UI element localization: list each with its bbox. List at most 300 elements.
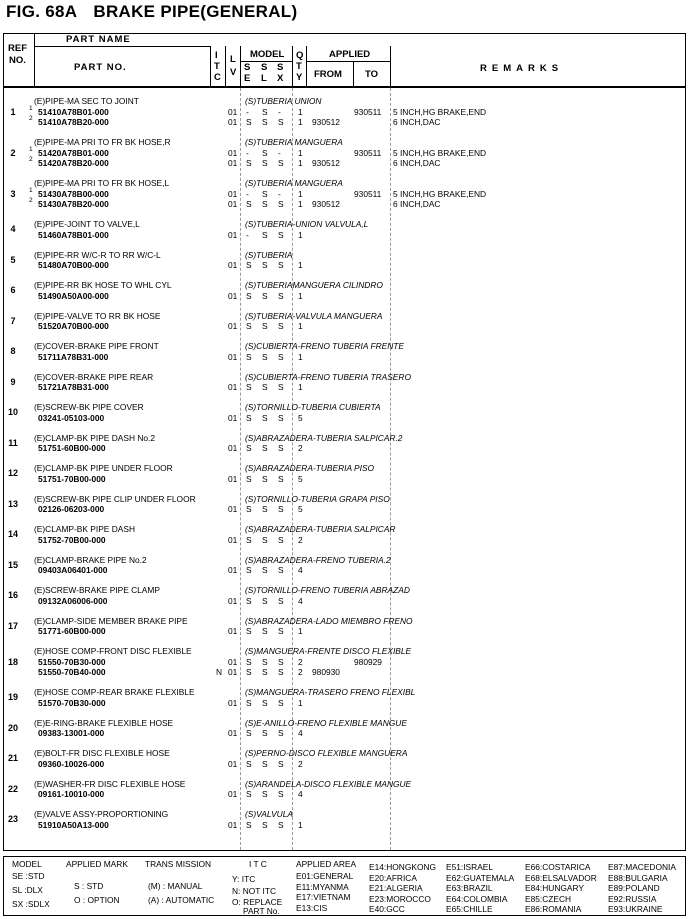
- part-number: 51410A78B20-000: [38, 117, 109, 127]
- area-code: E89:POLAND: [608, 883, 660, 893]
- lv-code: 01: [228, 158, 238, 168]
- model-se-mark: S: [246, 290, 252, 301]
- col-divider-from-to: [353, 61, 354, 87]
- area-code: E20:AFRICA: [369, 872, 417, 883]
- lv-code: 01: [228, 626, 238, 636]
- part-name-spanish: (S)TUBERIA MANGUERA: [245, 137, 343, 147]
- model-se-mark: S: [246, 667, 252, 677]
- applied-from: 930512: [312, 158, 340, 168]
- model-header: MODEL: [250, 49, 285, 60]
- quantity: 1: [298, 819, 303, 830]
- model-s3: S: [277, 62, 284, 73]
- model-sl-mark: S: [262, 106, 268, 117]
- remarks-text: 6 INCH,DAC: [393, 117, 441, 127]
- model-sl-mark: S: [262, 290, 268, 301]
- part-number: 51771-60B00-000: [38, 626, 106, 636]
- area-code: E21:ALGERIA: [369, 883, 423, 893]
- ref-number: 18: [7, 656, 18, 667]
- part-number: 09132A06006-000: [38, 595, 108, 606]
- part-name-english: (E)PIPE-RR W/C-R TO RR W/C-L: [34, 249, 161, 260]
- part-name-spanish: (S)MANGUERA-TRASERO FRENO FLEXIBL: [245, 687, 416, 697]
- part-name-english: (E)COVER-BRAKE PIPE FRONT: [34, 341, 159, 351]
- quantity: 2: [298, 667, 303, 677]
- legend-model-sl: SL :DLX: [12, 885, 43, 895]
- model-sl-mark: S: [262, 147, 268, 158]
- model-sx-mark: S: [278, 260, 284, 270]
- model-se-mark: S: [246, 626, 252, 636]
- part-number: 51570-70B30-000: [38, 697, 106, 708]
- model-se-mark: S: [246, 789, 252, 799]
- lv-code: 01: [228, 534, 238, 545]
- part-name-english: (E)VALVE ASSY-PROPORTIONING: [34, 809, 169, 819]
- ref-number: 23: [7, 814, 18, 825]
- model-se-mark: S: [246, 321, 252, 331]
- part-no-header: PART NO.: [74, 62, 127, 73]
- model-sx-mark: S: [278, 697, 284, 708]
- area-code: E64:COLOMBIA: [446, 893, 508, 904]
- model-se-mark: -: [246, 106, 249, 117]
- model-se-mark: S: [246, 260, 252, 270]
- model-sx-mark: S: [278, 626, 284, 636]
- col-divider-qty: [292, 46, 293, 87]
- legend-itc-n: N: NOT ITC: [232, 886, 277, 896]
- part-number: 51410A78B01-000: [38, 106, 109, 117]
- qty-header-t: T: [296, 61, 302, 72]
- model-sx-mark: -: [278, 188, 281, 199]
- part-name-english: (E)COVER-BRAKE PIPE REAR: [34, 371, 154, 382]
- area-code: E66:COSTARICA: [525, 862, 591, 872]
- model-se-mark: S: [246, 656, 252, 667]
- ref-number: 7: [10, 315, 16, 326]
- quantity: 4: [298, 728, 303, 738]
- model-se-mark: S: [246, 351, 252, 362]
- quantity: 4: [298, 565, 303, 575]
- model-sl-mark: S: [262, 504, 268, 514]
- part-name-spanish: (S)TORNILLO-FRENO TUBERIA ABRAZAD: [245, 585, 410, 595]
- ref-number: 20: [7, 722, 18, 733]
- model-se-mark: S: [246, 534, 252, 545]
- ref-number: 5: [10, 254, 16, 265]
- model-sl-mark: S: [262, 819, 268, 830]
- part-name-english: (E)PIPE-MA PRI TO FR BK HOSE,R: [34, 137, 171, 147]
- model-se-mark: -: [246, 229, 249, 240]
- model-sl-mark: S: [262, 595, 268, 606]
- part-name-spanish: (S)VALVULA: [245, 809, 293, 819]
- model-se-mark: -: [246, 188, 249, 199]
- ref-number: 11: [8, 437, 18, 448]
- area-code: E17:VIETNAM: [296, 892, 351, 902]
- model-se-mark: S: [246, 819, 252, 830]
- part-number: 51550-70B40-000: [38, 667, 106, 677]
- remarks-text: 5 INCH,HG BRAKE,END: [393, 147, 487, 158]
- legend-itc-o: O: REPLACE: [232, 897, 283, 907]
- model-sl-mark: S: [262, 188, 268, 199]
- model-sl-mark: S: [262, 728, 268, 738]
- lv-code: 01: [228, 290, 238, 301]
- model-s2: S: [261, 62, 268, 73]
- legend-trans-heading: TRANS MISSION: [145, 859, 212, 869]
- area-code: E14:HONGKONG: [369, 862, 437, 872]
- part-name-english: (E)SCREW-BRAKE PIPE CLAMP: [34, 585, 160, 595]
- model-sx-mark: S: [278, 412, 284, 423]
- model-sx-mark: S: [278, 819, 284, 830]
- part-name-spanish: (S)ABRAZADERA-LADO MIEMBRO FRENO: [245, 615, 413, 626]
- area-code: E11:MYANMA: [296, 881, 349, 892]
- model-se-mark: S: [246, 382, 252, 392]
- part-name-spanish: (S)TUBERIA MANGUERA: [245, 178, 343, 188]
- part-number: 51420A78B01-000: [38, 147, 109, 158]
- area-code: E23:MOROCCO: [369, 893, 431, 904]
- model-sl-mark: S: [262, 229, 268, 240]
- ref-number: 13: [7, 498, 18, 509]
- applied-from: 980930: [312, 667, 340, 677]
- part-name-english: (E)WASHER-FR DISC FLEXIBLE HOSE: [34, 778, 186, 789]
- qty-header-q: Q: [296, 50, 304, 61]
- col-divider-itc: [210, 46, 211, 87]
- area-code: E84:HUNGARY: [525, 883, 584, 893]
- part-name-spanish: (S)ABRAZADERA-TUBERIA SALPICAR.2: [245, 432, 403, 443]
- quantity: 2: [298, 443, 303, 453]
- lv-code: 01: [228, 819, 238, 830]
- model-se-mark: S: [246, 117, 252, 127]
- sub-index: 1: [29, 186, 33, 194]
- quantity: 5: [298, 412, 303, 423]
- part-number: 51550-70B30-000: [38, 656, 106, 667]
- part-number: 09360-10026-000: [38, 758, 105, 769]
- model-sx-mark: S: [278, 728, 284, 738]
- part-name-english: (E)PIPE-JOINT TO VALVE,L: [34, 219, 140, 229]
- ref-number: 14: [7, 529, 18, 540]
- legend-itc-partno: PART No.: [243, 906, 280, 916]
- legend-model-heading: MODEL: [12, 859, 42, 869]
- ref-number: 2: [10, 147, 16, 158]
- model-sl-mark: S: [262, 260, 268, 270]
- ref-number: 9: [10, 376, 16, 387]
- part-name-spanish: (S)ABRAZADERA-TUBERIA PISO: [245, 463, 375, 473]
- ref-number: 6: [10, 285, 16, 296]
- quantity: 1: [298, 260, 303, 270]
- part-number: 51480A70B00-000: [38, 260, 109, 270]
- lv-code: 01: [228, 667, 238, 677]
- model-sx-mark: S: [278, 199, 284, 209]
- remarks-text: 5 INCH,HG BRAKE,END: [393, 106, 487, 117]
- model-sl-mark: S: [262, 534, 268, 545]
- ref-number: 17: [7, 620, 18, 631]
- model-se-mark: S: [246, 758, 252, 769]
- ref-number: 4: [10, 224, 16, 235]
- quantity: 5: [298, 473, 303, 484]
- model-sl-mark: S: [262, 351, 268, 362]
- quantity: 1: [298, 199, 303, 209]
- header-rule-applied: [306, 61, 390, 62]
- col-divider-model: [240, 46, 241, 87]
- lv-code: 01: [228, 412, 238, 423]
- part-number: 51520A70B00-000: [38, 321, 109, 331]
- model-sl-mark: S: [262, 473, 268, 484]
- part-number: 51752-70B00-000: [38, 534, 106, 545]
- part-name-spanish: (S)TORNILLO-TUBERIA CUBIERTA: [245, 402, 381, 412]
- qty-header-y: Y: [296, 72, 303, 83]
- part-name-english: (E)CLAMP-BK PIPE UNDER FLOOR: [34, 463, 173, 473]
- model-sx-mark: S: [278, 789, 284, 799]
- legend-trans-manual: (M) : MANUAL: [148, 881, 203, 891]
- model-se-mark: S: [246, 199, 252, 209]
- model-se-mark: S: [246, 443, 252, 453]
- part-name-spanish: (S)PERNO-DISCO FLEXIBLE MANGUERA: [245, 748, 408, 758]
- quantity: 2: [298, 656, 303, 667]
- quantity: 2: [298, 534, 303, 545]
- model-sx-mark: -: [278, 106, 281, 117]
- part-number: 09383-13001-000: [38, 728, 105, 738]
- itc-header-1: I: [215, 50, 218, 61]
- model-sx-mark: S: [278, 473, 284, 484]
- quantity: 1: [298, 321, 303, 331]
- model-se-mark: -: [246, 147, 249, 158]
- part-number: 51490A50A00-000: [38, 290, 109, 301]
- part-number: 09161-10010-000: [38, 789, 105, 799]
- legend-mark-std: S : STD: [74, 881, 104, 891]
- area-code: E13:CIS: [296, 902, 328, 913]
- quantity: 4: [298, 789, 303, 799]
- col-divider-lv: [225, 46, 226, 87]
- part-number: 51721A78B31-000: [38, 382, 109, 392]
- ref-header-2: NO.: [9, 55, 26, 66]
- part-name-english: (E)BOLT-FR DISC FLEXIBLE HOSE: [34, 748, 170, 758]
- part-number: 51430A78B00-000: [38, 188, 109, 199]
- lv-code: 01: [228, 382, 238, 392]
- col-divider-ref: [34, 33, 35, 87]
- quantity: 1: [298, 351, 303, 362]
- part-number: 51711A78B31-000: [38, 351, 109, 362]
- model-sl-mark: S: [262, 382, 268, 392]
- applied-to: 930511: [354, 188, 382, 199]
- model-sx-mark: S: [278, 229, 284, 240]
- part-number: 51751-70B00-000: [38, 473, 106, 484]
- lv-code: 01: [228, 504, 238, 514]
- lv-code: 01: [228, 789, 238, 799]
- model-sl-mark: S: [262, 697, 268, 708]
- lv-code: 01: [228, 758, 238, 769]
- part-name-spanish: (S)TUBERIA: [245, 249, 293, 260]
- header-rule-partname: [34, 46, 210, 47]
- model-sl-mark: S: [262, 656, 268, 667]
- quantity: 1: [298, 290, 303, 301]
- ref-number: 21: [7, 753, 18, 764]
- quantity: 1: [298, 229, 303, 240]
- model-sl-mark: S: [262, 199, 268, 209]
- model-sx-mark: S: [278, 667, 284, 677]
- model-sx-mark: S: [278, 504, 284, 514]
- model-sx-mark: S: [278, 382, 284, 392]
- lv-code: 01: [228, 321, 238, 331]
- model-sx-mark: S: [278, 158, 284, 168]
- sub-index: 2: [29, 197, 33, 204]
- quantity: 1: [298, 188, 303, 199]
- legend-mark-heading: APPLIED MARK: [66, 859, 128, 869]
- col-divider-remarks: [390, 46, 391, 87]
- ref-number: 12: [7, 468, 18, 479]
- area-code: E88:BULGARIA: [608, 872, 668, 883]
- area-code: E68:ELSALVADOR: [525, 872, 597, 883]
- model-sl-mark: S: [262, 321, 268, 331]
- model-se-mark: S: [246, 473, 252, 484]
- lv-code: 01: [228, 229, 238, 240]
- ref-number: 10: [7, 407, 18, 418]
- part-name-spanish: (S)CUBIERTA-FRENO TUBERIA TRASERO: [245, 371, 411, 382]
- model-sx-mark: S: [278, 351, 284, 362]
- remarks-text: 5 INCH,HG BRAKE,END: [393, 188, 487, 199]
- part-name-english: (E)HOSE COMP-REAR BRAKE FLEXIBLE: [34, 687, 195, 697]
- area-code: E63:BRAZIL: [446, 883, 493, 893]
- lv-header-2: V: [230, 67, 237, 78]
- part-number: 51751-60B00-000: [38, 443, 106, 453]
- body-divider-remarks: [390, 88, 392, 850]
- quantity: 1: [298, 117, 303, 127]
- model-se-mark: S: [246, 565, 252, 575]
- model-sl-mark: S: [262, 789, 268, 799]
- part-number: 02126-06203-000: [38, 504, 105, 514]
- area-code: E51:ISRAEL: [446, 862, 494, 872]
- area-code: E86:ROMANIA: [525, 904, 582, 914]
- model-sx-mark: S: [278, 758, 284, 769]
- model-se-mark: S: [246, 158, 252, 168]
- area-code: E40:GCC: [369, 904, 405, 914]
- itc-flag: N: [216, 667, 223, 677]
- part-number: 09403A06401-000: [38, 565, 108, 575]
- model-se-mark: S: [246, 504, 252, 514]
- legend-itc-y: Y: ITC: [232, 874, 256, 884]
- model-x: X: [277, 73, 284, 84]
- ref-number: 3: [10, 188, 16, 199]
- lv-code: 01: [228, 106, 238, 117]
- part-name-english: (E)PIPE-VALVE TO RR BK HOSE: [34, 310, 161, 321]
- sub-index: 1: [29, 145, 33, 153]
- lv-code: 01: [228, 199, 238, 209]
- model-sl-mark: S: [262, 626, 268, 636]
- model-sl-mark: S: [262, 412, 268, 423]
- part-name-spanish: (S)TUBERIA-VALVULA MANGUERA: [245, 310, 383, 321]
- ref-header-1: REF: [8, 43, 27, 54]
- model-s1: S: [244, 62, 251, 73]
- legend-area-heading: APPLIED AREA: [296, 859, 357, 869]
- part-name-english: (E)CLAMP-SIDE MEMBER BRAKE PIPE: [34, 615, 188, 626]
- part-name-spanish: (S)ABRAZADERA-FRENO TUBERIA.2: [245, 554, 391, 565]
- lv-code: 01: [228, 565, 238, 575]
- part-name-spanish: (S)CUBIERTA-FRENO TUBERIA FRENTE: [245, 341, 404, 351]
- part-name-spanish: (S)TORNILLO-TUBERIA GRAPA PISO: [245, 493, 390, 504]
- lv-code: 01: [228, 260, 238, 270]
- ref-number: 15: [7, 559, 18, 570]
- itc-header-2: T: [214, 61, 220, 72]
- sub-index: 1: [29, 104, 33, 112]
- model-sx-mark: S: [278, 443, 284, 453]
- quantity: 5: [298, 504, 303, 514]
- lv-code: 01: [228, 595, 238, 606]
- ref-number: 1: [10, 106, 16, 117]
- ref-number: 19: [7, 692, 18, 703]
- model-sl-mark: S: [262, 158, 268, 168]
- part-name-english: (E)CLAMP-BK PIPE DASH No.2: [34, 432, 156, 443]
- lv-code: 01: [228, 351, 238, 362]
- quantity: 1: [298, 158, 303, 168]
- part-name-spanish: (S)ARANDELA-DISCO FLEXIBLE MANGUE: [245, 778, 412, 789]
- model-sl-mark: S: [262, 758, 268, 769]
- applied-from: 930512: [312, 199, 340, 209]
- applied-to-header: TO: [365, 69, 379, 80]
- model-l: L: [261, 73, 267, 84]
- sub-index: 2: [29, 115, 33, 122]
- legend-itc-heading: I T C: [249, 859, 267, 869]
- figure-number: FIG. 68A: [6, 2, 78, 21]
- applied-from-header: FROM: [314, 69, 342, 80]
- model-sx-mark: S: [278, 595, 284, 606]
- model-sx-mark: S: [278, 117, 284, 127]
- legend-model-se: SE :STD: [12, 871, 45, 881]
- quantity: 4: [298, 595, 303, 606]
- lv-code: 01: [228, 188, 238, 199]
- legend-mark-option: O : OPTION: [74, 895, 120, 905]
- part-name-spanish: (S)TUBERIA-UNION VALVULA,L: [245, 219, 369, 229]
- applied-from: 930512: [312, 117, 340, 127]
- lv-code: 01: [228, 147, 238, 158]
- part-name-english: (E)PIPE-RR BK HOSE TO WHL CYL: [34, 280, 172, 290]
- lv-code: 01: [228, 728, 238, 738]
- model-sl-mark: S: [262, 443, 268, 453]
- sub-index: 2: [29, 156, 33, 163]
- area-code: E92:RUSSIA: [608, 893, 657, 904]
- model-sl-mark: S: [262, 565, 268, 575]
- lv-code: 01: [228, 473, 238, 484]
- area-code: E65:CHILLE: [446, 904, 493, 914]
- model-se-mark: S: [246, 412, 252, 423]
- part-name-spanish: (S)TUBERIAMANGUERA CILINDRO: [245, 280, 383, 290]
- lv-code: 01: [228, 117, 238, 127]
- model-sl-mark: S: [262, 117, 268, 127]
- part-number: 51420A78B20-000: [38, 158, 109, 168]
- quantity: 1: [298, 626, 303, 636]
- remarks-text: 6 INCH,DAC: [393, 199, 441, 209]
- model-se-mark: S: [246, 595, 252, 606]
- itc-header-3: C: [214, 72, 221, 83]
- remarks-text: 6 INCH,DAC: [393, 158, 441, 168]
- applied-header: APPLIED: [329, 49, 371, 60]
- col-divider-applied: [306, 46, 307, 87]
- ref-number: 22: [7, 783, 18, 794]
- lv-code: 01: [228, 656, 238, 667]
- part-number: 51430A78B20-000: [38, 199, 109, 209]
- lv-code: 01: [228, 697, 238, 708]
- part-name-english: (E)CLAMP-BRAKE PIPE No.2: [34, 554, 147, 565]
- part-name-english: (E)CLAMP-BK PIPE DASH: [34, 524, 135, 534]
- part-name-english: (E)PIPE-MA PRI TO FR BK HOSE,L: [34, 178, 170, 188]
- area-code: E01:GENERAL: [296, 871, 354, 881]
- model-sl-mark: S: [262, 667, 268, 677]
- area-code: E93:UKRAINE: [608, 904, 663, 914]
- body-divider-lv: [240, 88, 242, 850]
- figure-title: [6, 2, 297, 22]
- applied-to: 930511: [354, 147, 382, 158]
- quantity: 1: [298, 382, 303, 392]
- legend-trans-automatic: (A) : AUTOMATIC: [148, 895, 215, 905]
- model-sx-mark: S: [278, 290, 284, 301]
- part-name-english: (E)HOSE COMP-FRONT DISC FLEXIBLE: [34, 646, 192, 656]
- part-name-header: PART NAME: [66, 34, 131, 45]
- part-name-spanish: (S)TUBERIA UNION: [245, 96, 322, 106]
- part-number: 03241-05103-000: [38, 412, 105, 423]
- lv-code: 01: [228, 443, 238, 453]
- model-e: E: [244, 73, 251, 84]
- part-name-english: (E)PIPE-MA SEC TO JOINT: [34, 96, 139, 106]
